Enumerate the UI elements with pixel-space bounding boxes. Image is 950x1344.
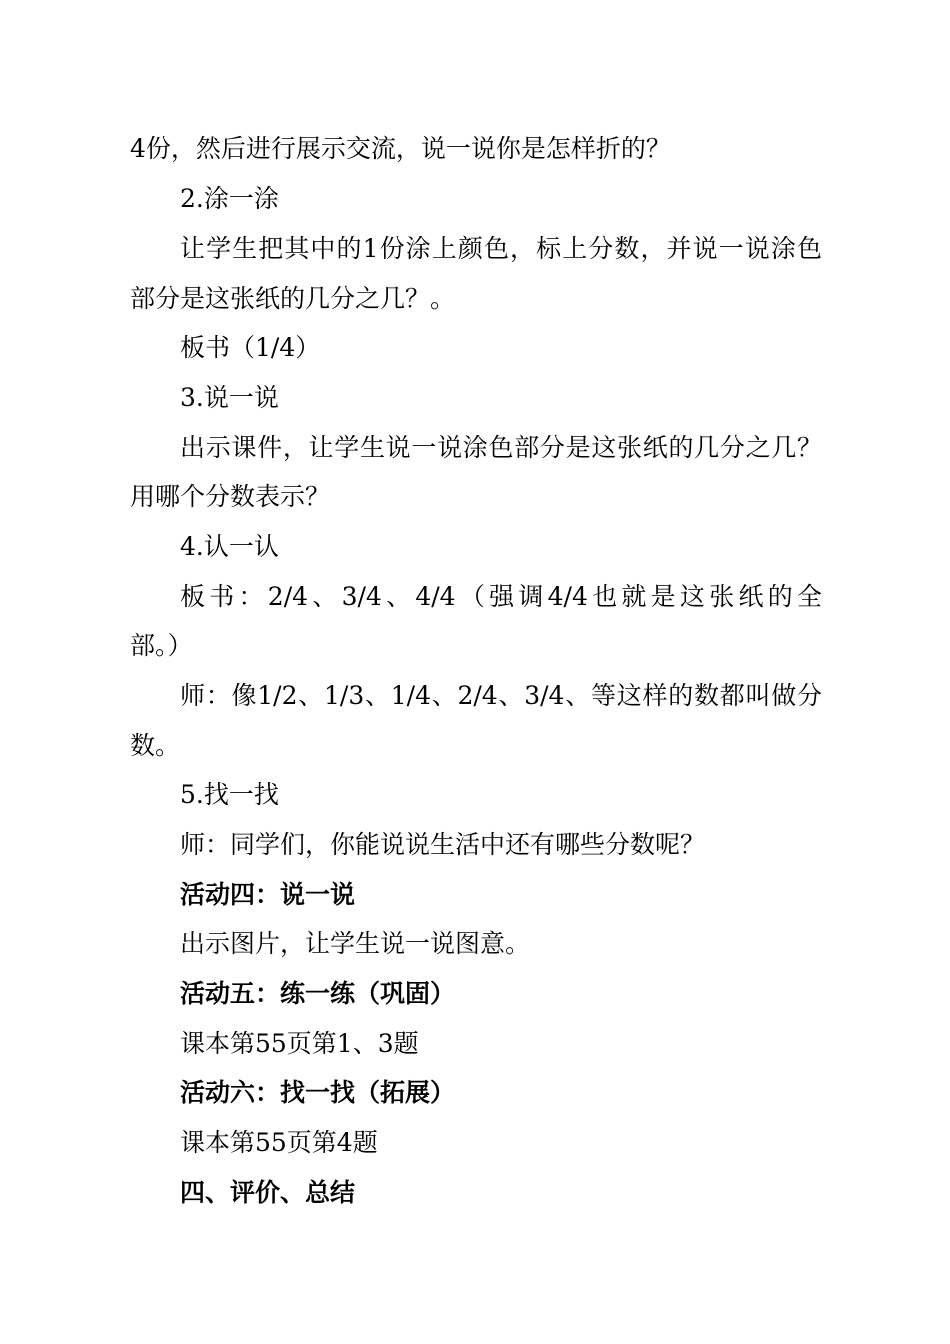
paragraph-line: 出示图片，让学生说一说图意。 bbox=[180, 929, 531, 958]
paragraph-line: 出示课件，让学生说一说涂色部分是这张纸的几分之几？ bbox=[180, 433, 822, 462]
paragraph-line: 板书（1/4） bbox=[180, 333, 321, 362]
paragraph-line: 数。 bbox=[130, 731, 181, 760]
section-heading: 3.说一说 bbox=[180, 383, 279, 412]
section-heading: 4.认一认 bbox=[180, 532, 279, 561]
activity-heading: 活动五：练一练（巩固） bbox=[180, 979, 456, 1008]
paragraph-line: 课本第55页第1、3题 bbox=[180, 1029, 419, 1058]
section-heading: 四、评价、总结 bbox=[180, 1178, 356, 1207]
activity-heading: 活动四：说一说 bbox=[180, 880, 356, 909]
paragraph-line: 用哪个分数表示？ bbox=[130, 482, 331, 511]
section-heading: 5.找一找 bbox=[180, 780, 279, 809]
section-heading: 2.涂一涂 bbox=[180, 184, 279, 213]
paragraph-line: 课本第55页第4题 bbox=[180, 1128, 378, 1157]
paragraph-line: 部分是这张纸的几分之几？。 bbox=[130, 284, 456, 313]
paragraph-line: 4份，然后进行展示交流，说一说你是怎样折的？ bbox=[130, 134, 671, 163]
paragraph-line: 板书：2/4、3/4、4/4（强调4/4也就是这张纸的全 bbox=[180, 582, 822, 611]
paragraph-line: 师：像1/2、1/3、1/4、2/4、3/4、等这样的数都叫做分 bbox=[180, 681, 822, 710]
paragraph-line: 部。） bbox=[130, 631, 193, 660]
activity-heading: 活动六：找一找（拓展） bbox=[180, 1078, 456, 1107]
paragraph-line: 让学生把其中的1份涂上颜色，标上分数，并说一说涂色 bbox=[180, 234, 822, 263]
paragraph-line: 师：同学们，你能说说生活中还有哪些分数呢？ bbox=[180, 830, 706, 859]
